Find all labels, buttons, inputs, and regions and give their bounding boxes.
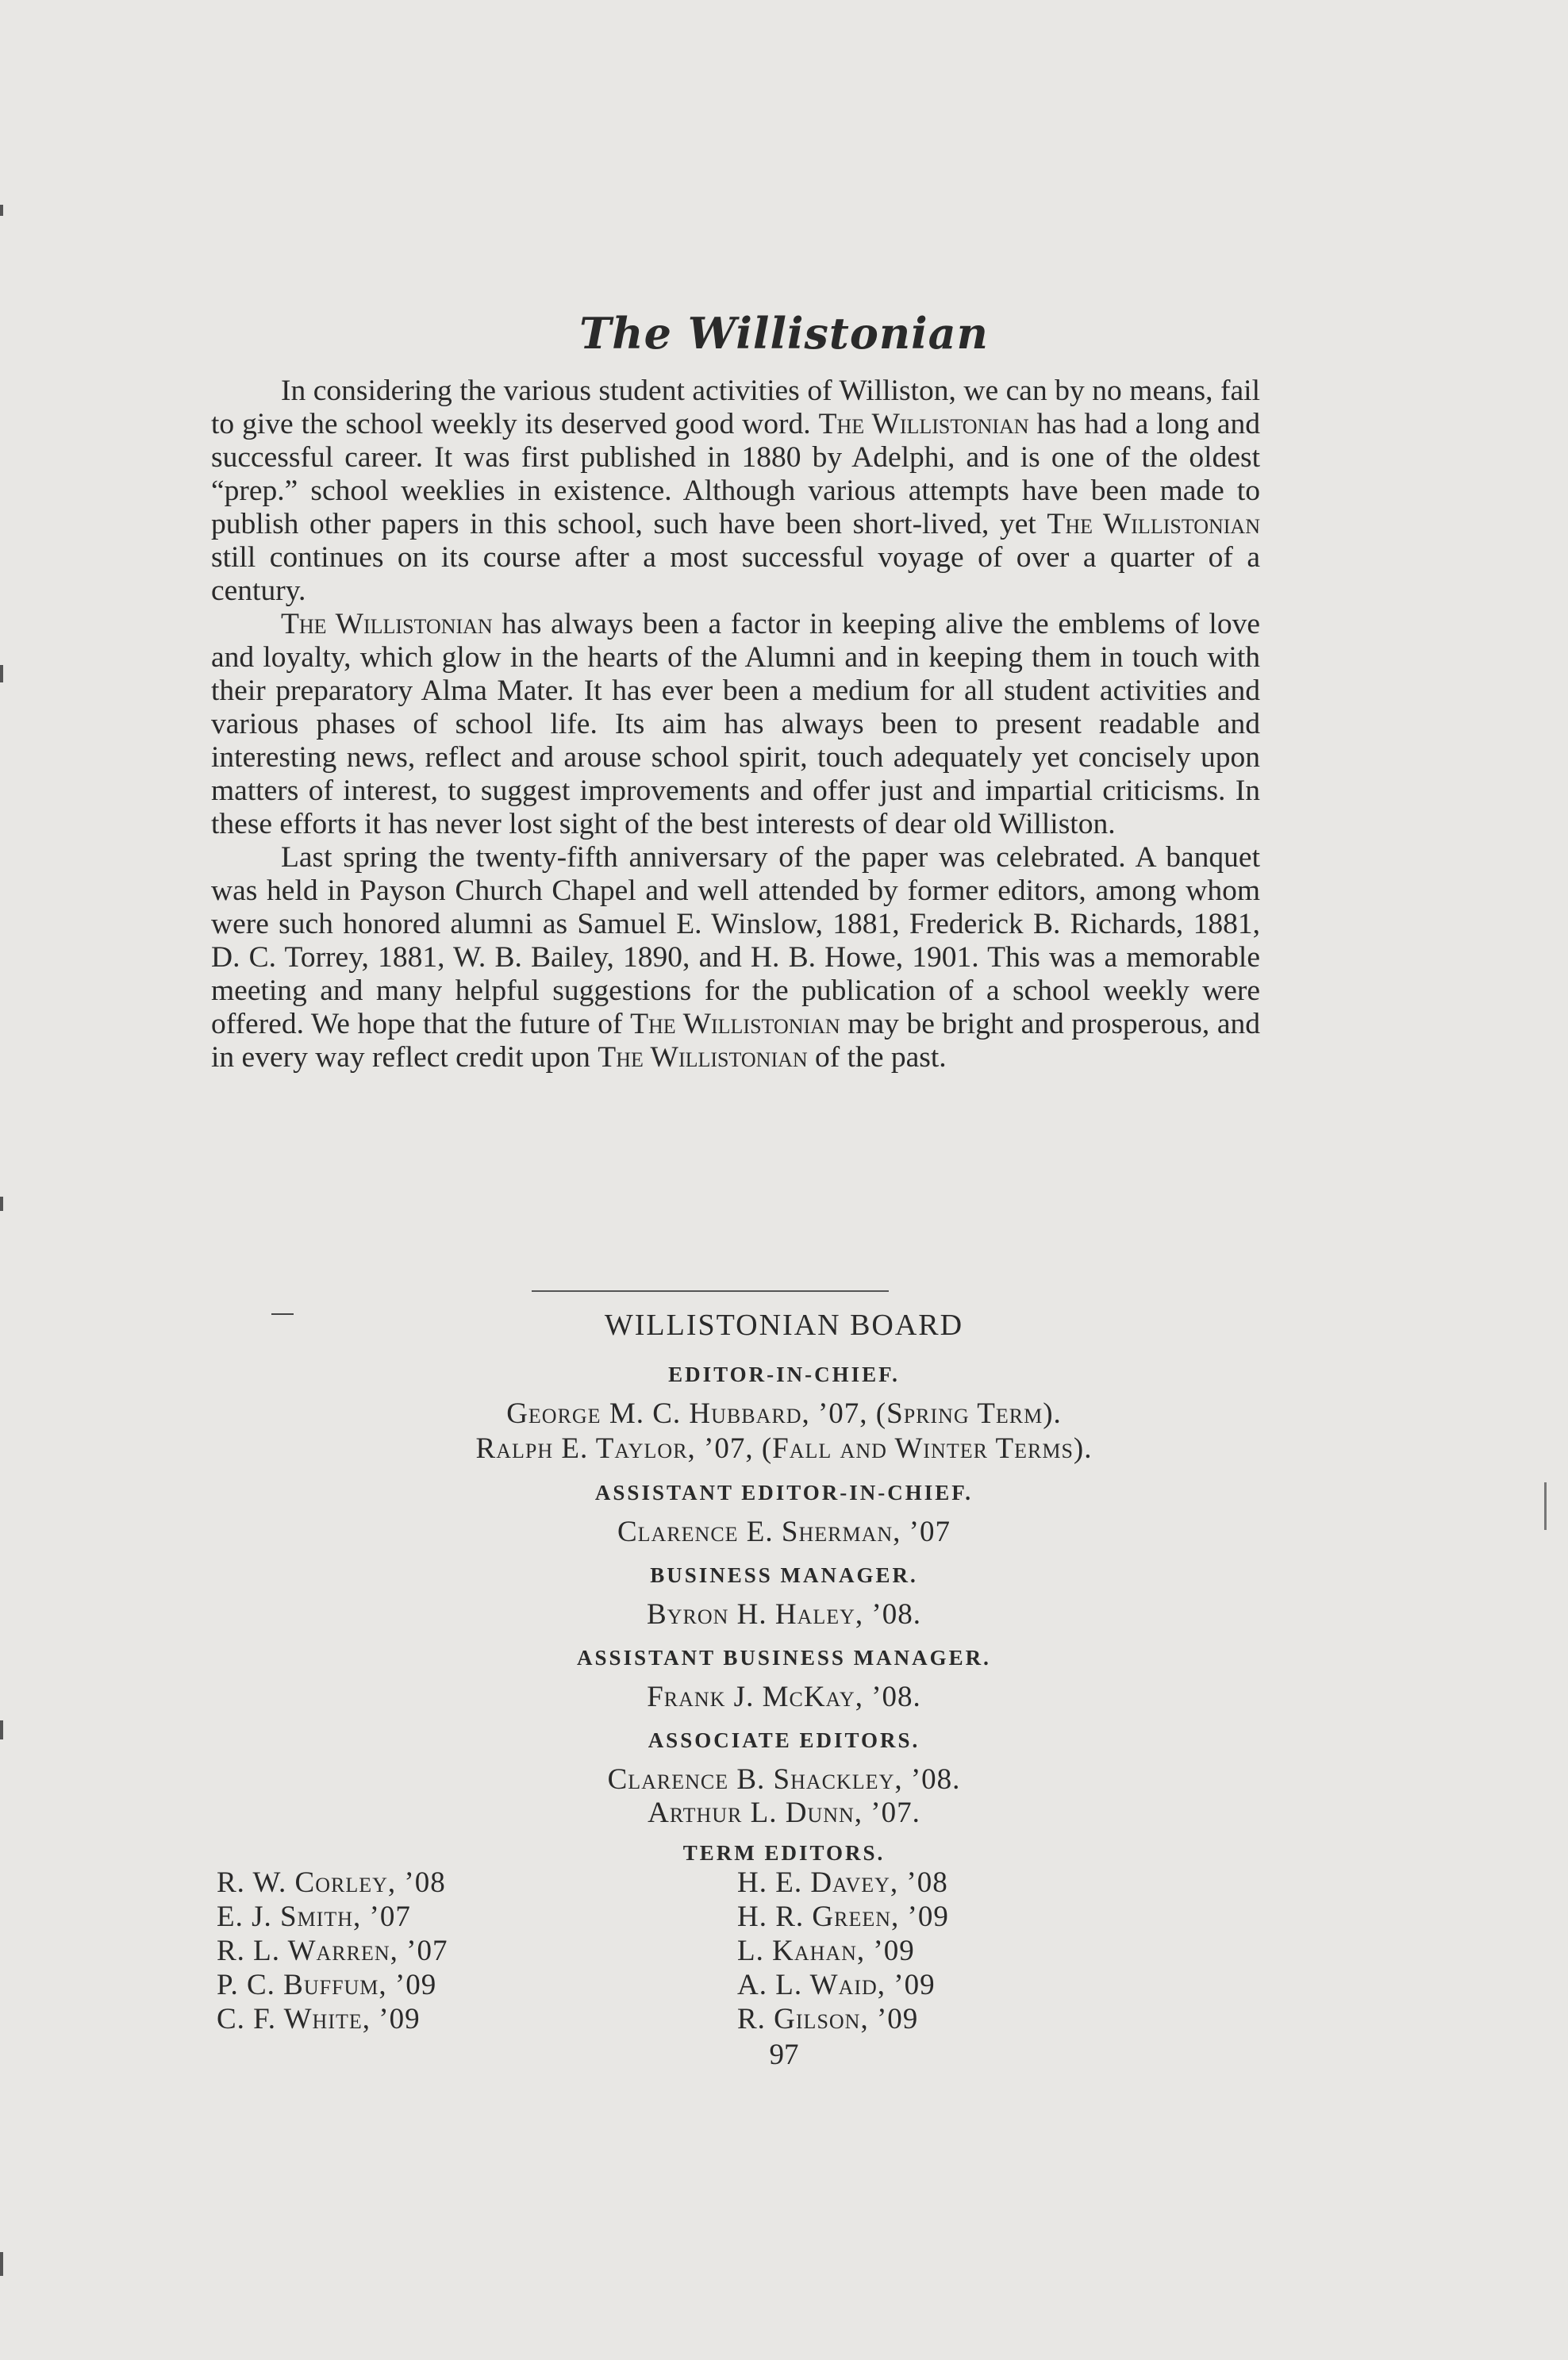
body-paragraph: [211, 841, 1260, 1074]
editor-in-chief-name: Ralph E. Taylor, ’07, (Fall and Winter Terms).: [475, 1432, 1093, 1465]
term-editor-name: R. Gilson, ’09: [737, 2003, 919, 2035]
editor-in-chief-heading: EDITOR-IN-CHIEF.: [668, 1363, 900, 1386]
term-editor-name: H. R. Green, ’09: [737, 1901, 949, 1933]
scan-edge-mark: [0, 665, 3, 682]
body-paragraph: [211, 375, 1260, 608]
scan-edge-mark: [0, 1197, 3, 1211]
paragraph-text: still continues on its course after a most successful voyage of over a quarter of a century.: [211, 541, 1260, 607]
term-editors-heading: TERM EDITORS.: [682, 1841, 886, 1865]
term-editor-name: C. F. White, ’09: [217, 2003, 421, 2035]
term-editor-name: E. J. Smith, ’07: [217, 1901, 411, 1933]
term-editor-name: R. L. Warren, ’07: [217, 1935, 448, 1967]
paragraph-text: Last spring the twenty-fifth anniversary of the paper was celebrated. A banquet was held in Payson Church Chapel and well attended by former editors, among whom were such honored alumni as Samuel E. Winslow, 1881, Frederick B. Richards, 1881, D. C. Torrey, 1881, W. B. Bailey, 1890, and H. B. Howe, 1901. This was a memorable meeting and many helpful suggestions for the publication of a school weekly were offered. We hope that the future of: [211, 841, 1260, 1040]
publication-name: The Willistonian: [630, 1008, 840, 1040]
associate-editor-name: Arthur L. Dunn, ’07.: [648, 1797, 920, 1829]
publication-name: The Willistonian: [598, 1041, 808, 1074]
associate-editor-name: Clarence B. Shackley, ’08.: [607, 1763, 961, 1796]
term-editor-name: H. E. Davey, ’08: [737, 1866, 948, 1899]
assistant-business-manager-heading: ASSISTANT BUSINESS MANAGER.: [577, 1646, 991, 1670]
business-manager-heading: BUSINESS MANAGER.: [650, 1563, 918, 1587]
term-editor-name: L. Kahan, ’09: [737, 1935, 915, 1967]
term-editor-name: A. L. Waid, ’09: [737, 1969, 936, 2001]
term-editors-right-column: [737, 1866, 949, 2036]
editor-in-chief-name: George M. C. Hubbard, ’07, (Spring Term).: [506, 1397, 1062, 1430]
term-editors-left-column: [217, 1866, 448, 2036]
term-editor-name: R. W. Corley, ’08: [217, 1866, 446, 1899]
paragraph-text: In considering the various student activities of Williston, we can by no means, fail to give the school weekly its deserved good word.: [211, 375, 1260, 440]
scan-edge-mark: [0, 2252, 3, 2276]
section-divider: [532, 1290, 889, 1292]
paragraph-text: of the past.: [807, 1041, 947, 1074]
publication-name: The Willistonian: [818, 408, 1029, 440]
page-title: The Willistonian: [579, 308, 989, 359]
page-number: 97: [769, 2039, 799, 2071]
assistant-business-manager-name: Frank J. McKay, ’08.: [647, 1681, 921, 1713]
body-text: [211, 375, 1260, 1074]
publication-name: The Willistonian: [1047, 508, 1260, 540]
board-title: WILLISTONIAN BOARD: [604, 1309, 964, 1342]
assistant-editor-name: Clarence E. Sherman, ’07: [617, 1516, 951, 1548]
term-editor-name: P. C. Buffum, ’09: [217, 1969, 437, 2001]
paragraph-text: has had a long and successful career. It was first published in 1880 by Adelphi, and is one of the oldest “prep.” school weeklies in existence. Although various attempts have been made to publish other papers in this school, such have been short-lived, yet: [211, 408, 1260, 540]
associate-editors-heading: ASSOCIATE EDITORS.: [648, 1728, 920, 1752]
paragraph-text: may be bright and prosperous, and in every way reflect credit upon: [211, 1008, 1260, 1074]
business-manager-name: Byron H. Haley, ’08.: [647, 1598, 921, 1631]
body-paragraph: [211, 608, 1260, 841]
paragraph-text: has always been a factor in keeping alive the emblems of love and loyalty, which glow in the hearts of the Alumni and in keeping them in touch with their preparatory Alma Mater. It has ever been a medium for all student activities and various phases of school life. Its aim has always been to present readable and interesting news, reflect and arouse school spirit, touch adequately yet concisely upon matters of interest, to suggest improvements and offer just and impartial criticisms. In these efforts it has never lost sight of the best interests of dear old Williston.: [211, 608, 1260, 840]
scan-edge-mark: [0, 205, 3, 216]
assistant-editor-heading: ASSISTANT EDITOR-IN-CHIEF.: [594, 1481, 974, 1505]
publication-name: The Willistonian: [281, 608, 493, 640]
